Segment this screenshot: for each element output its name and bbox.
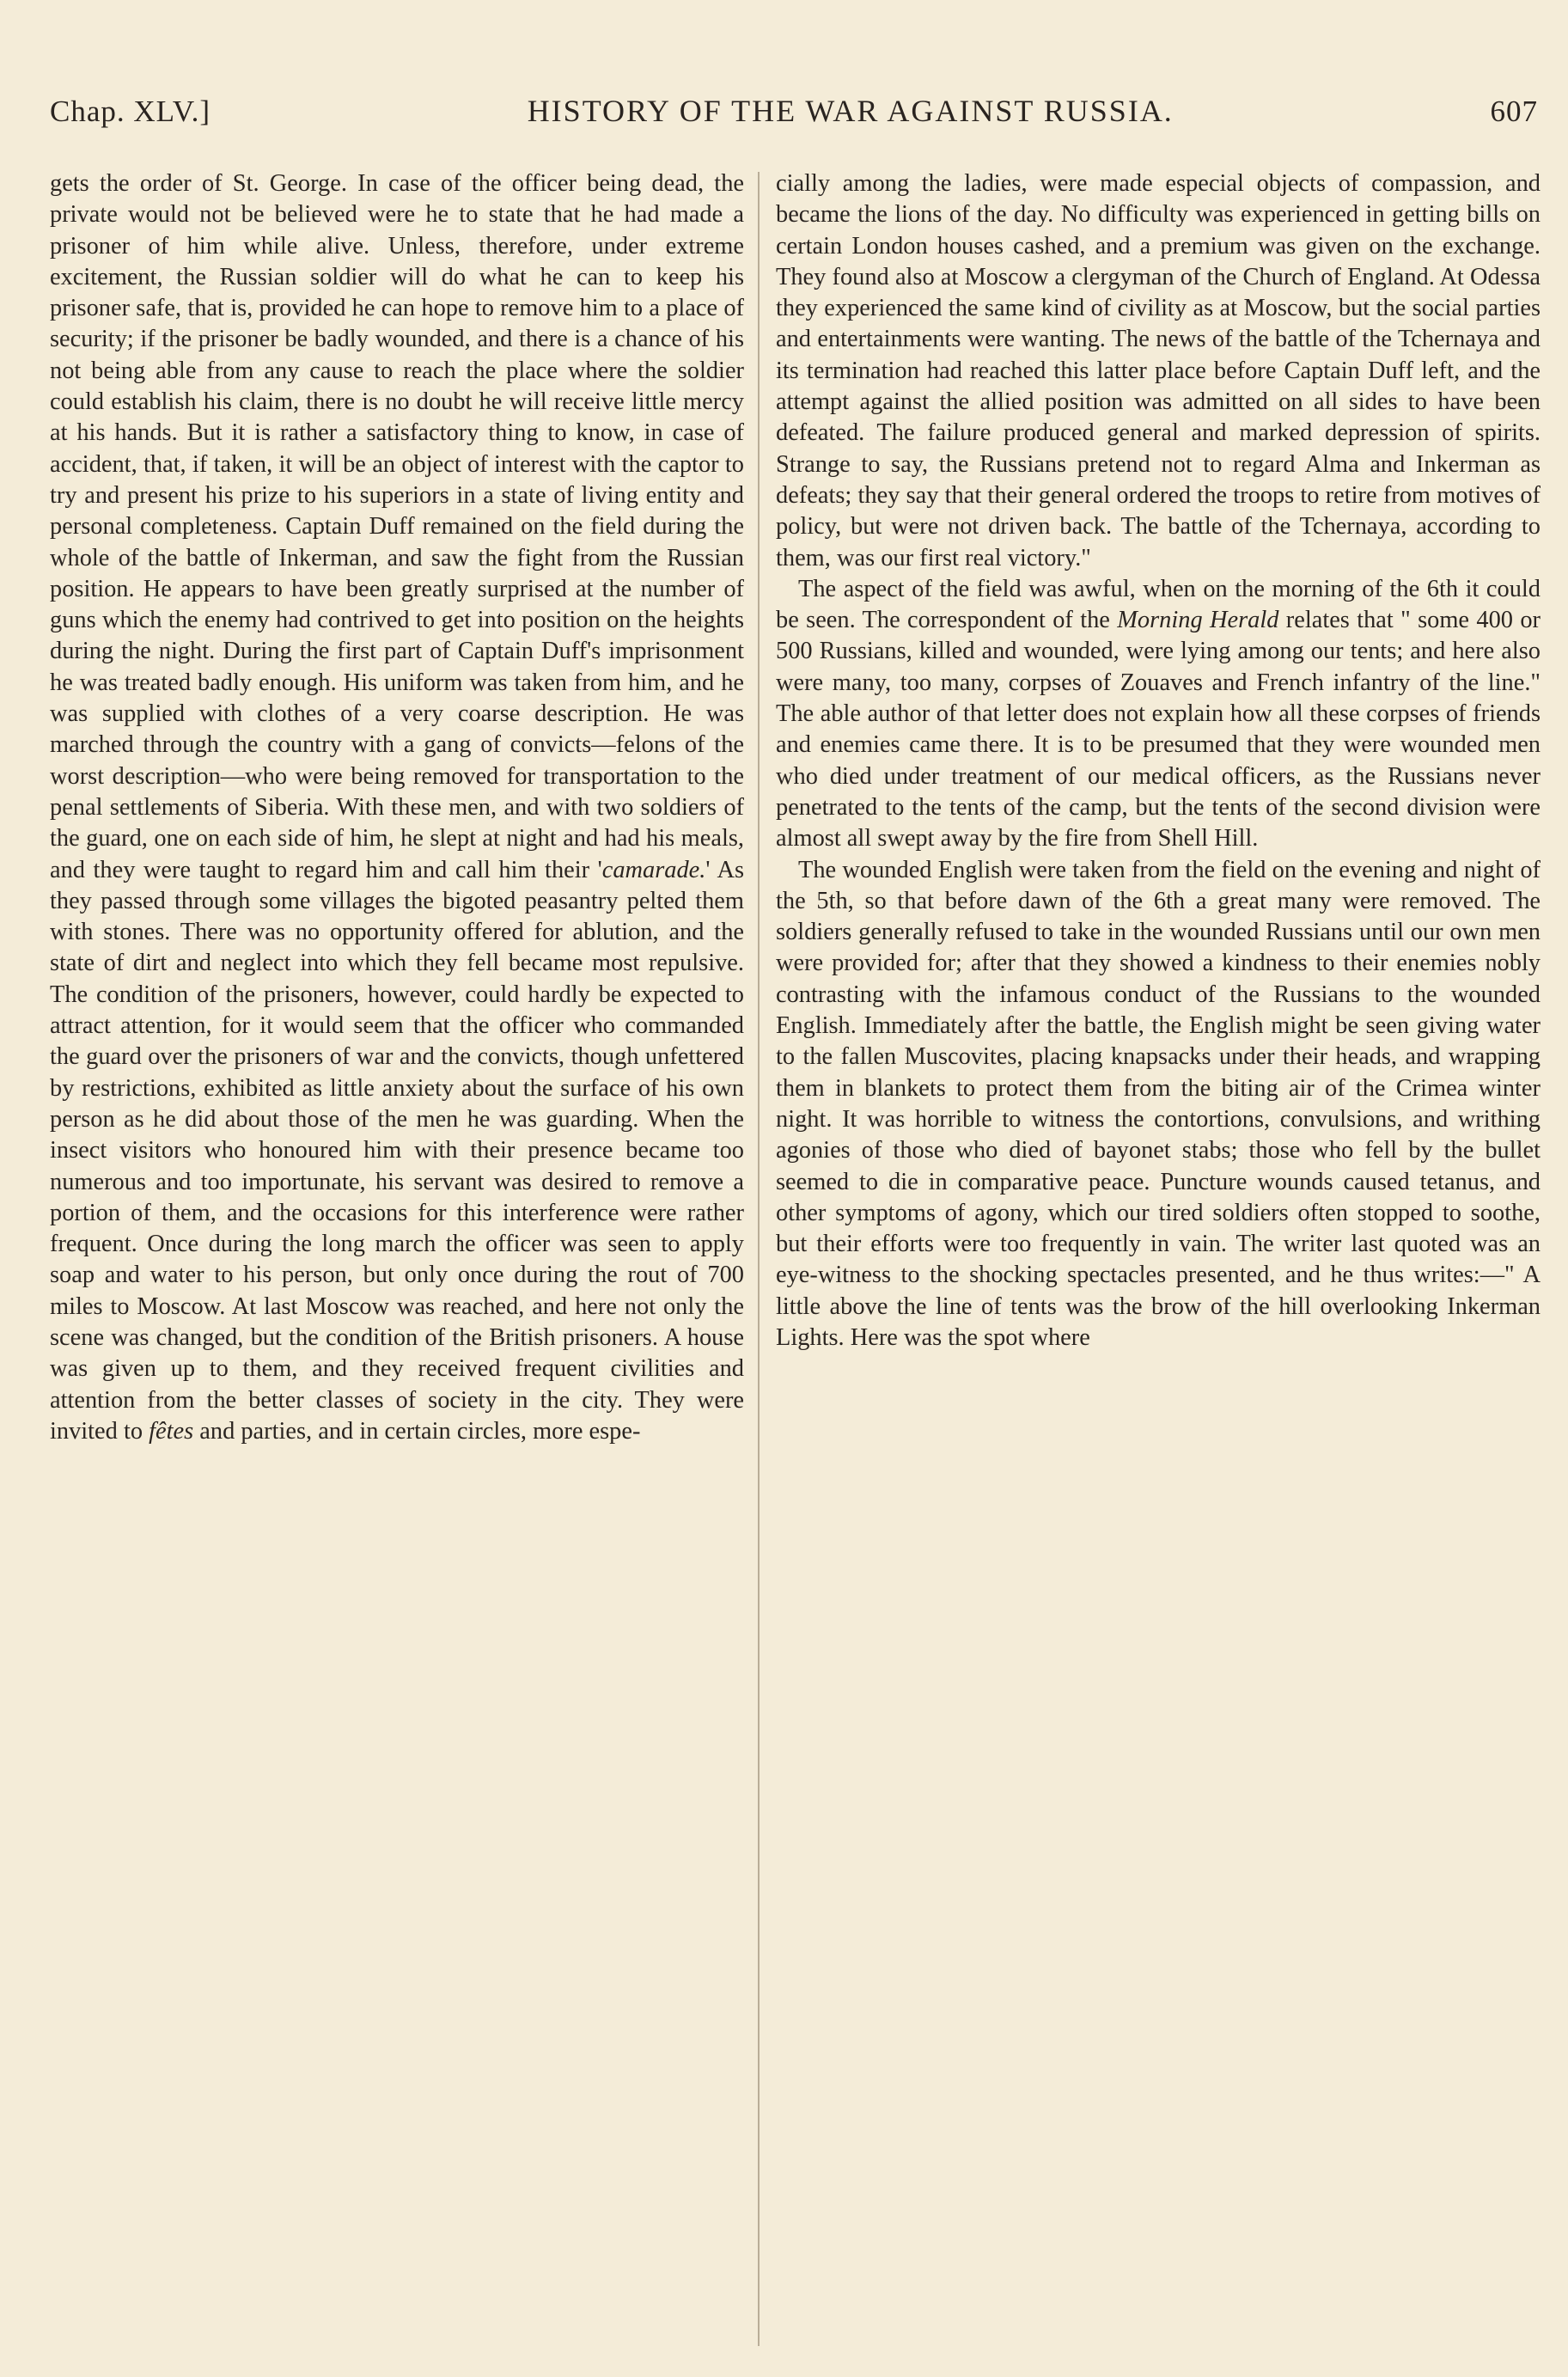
right-paragraph-3: The wounded English were taken from the field on the evening and night of the 5th, so that before dawn of the 6th a great many were removed. The soldiers generally refused to take in the wounded Russians until our own men were provided for; after that they showed a kindness to their enemies nobly contrasting with the infamous conduct of the Russians to the wounded English. Immediately after the battle, the English might be seen giving water to the fallen Muscovites, placing knapsacks under their heads, and wrapping them in blankets to protect them from the biting air of the Crimea winter night. It was horrible to witness the contortions, convulsions, and writhing agonies of those who died of bayonet stabs; those who fell by the bullet seemed to die in comparative peace. Puncture wounds caused tetanus, and other symptoms of agony, which our tired soldiers often stopped to soothe, but their efforts were too frequently in vain. The writer last quoted was an eye-witness to the shocking spectacles presented, and he thus writes:—" A little above the line of tents was the brow of the hill overlooking Inkerman Lights. Here was the spot where	[776, 856, 1541, 1351]
page-number: 607	[1490, 95, 1538, 128]
running-title: HISTORY OF THE WAR AGAINST RUSSIA.	[527, 94, 1174, 128]
right-paragraph-1: cially among the ladies, were made especial objects of compassion, and became the lions of the day. No difficulty was experienced in getting bills on certain London houses cashed, and a premium was given on the exchange. They found also at Moscow a clergyman of the Church of England. At Odessa they experienced the same kind of civility as at Moscow, but the social parties and entertainments were wanting. The news of the battle of the Tchernaya and its termination had reached this latter place before Captain Duff left, and the attempt against the allied position was admitted on all sides to have been defeated. The failure produced general and marked depression of spirits. Strange to say, the Russians pretend not to regard Alma and Inkerman as defeats; they say that their general ordered the troops to retire from motives of policy, but were not driven back. The battle of the Tchernaya, according to them, was our first real victory."	[776, 170, 1541, 571]
fetes-italic: fêtes	[149, 1417, 194, 1445]
running-header	[50, 93, 1538, 137]
column-divider	[758, 172, 760, 2346]
camarade-italic: camarade.	[601, 856, 706, 883]
left-text-a: gets the order of St. George. In case of the officer being dead, the private would not be believed were he to state that he had made a prisoner of him while alive. Unless, therefore, under extreme excitement, the Russian soldier will do what he can to keep his prisoner safe, that is, provided he can hope to remove him to a place of security; if the prisoner be badly wounded, and there is a chance of his not being able from any cause to reach the place where the soldier could establish his claim, there is no doubt he will receive little mercy at his hands. But it is rather a satisfactory thing to know, in case of accident, that, if taken, it will be an object of interest with the captor to try and present his prize to his superiors in a state of living entity and personal completeness. Captain Duff remained on the field during the whole of the battle of Inkerman, and saw the fight from the Russian position. He appears to have been greatly surprised at the number of guns which the enemy had contrived to get into position on the heights during the night. During the first part of Captain Duff's imprisonment he was treated badly enough. His uniform was taken from him, and he was supplied with clothes of a very coarse description. He was marched through the country with a gang of convicts—felons of the worst description—who were being removed for transportation to the penal settlements of Siberia. With these men, and with two soldiers of the guard, one on each side of him, he slept at night and had his meals, and they were taught to regard him and call him their '	[50, 170, 744, 883]
left-text-c: and parties, and in certain circles, more espe-	[193, 1417, 641, 1445]
right-p2-text-a: The aspect of the field was awful, when on the morning of the 6th it could be seen. The correspondent of the	[776, 575, 1541, 634]
left-text-b: ' As they passed through some villages the bigoted peasantry pelted them with stones. There was no opportunity offered for ablution, and the state of dirt and neglect into which they fell became most repulsive. The condition of the prisoners, however, could hardly be expected to attract attention, for it would seem that the officer who commanded the guard over the prisoners of war and the convicts, though unfettered by restrictions, exhibited as little anxiety about the surface of his own person as he did about those of the men he was guarding. When the insect visitors who honoured him with their presence became too numerous and too importunate, his servant was desired to remove a portion of them, and the occasions for this interference were rather frequent. Once during the long march the officer was seen to apply soap and water to his person, but only once during the rout of 700 miles to Moscow. At last Moscow was reached, and here not only the scene was changed, but the condition of the British prisoners. A house was given up to them, and they received frequent civilities and attention from the better classes of society in the city. They were invited to	[50, 856, 744, 1445]
morning-herald-italic: Morning Herald	[1117, 607, 1279, 634]
chapter-label: Chap. XLV.]	[50, 95, 210, 128]
right-column	[776, 168, 1541, 1353]
left-paragraph	[50, 168, 744, 1447]
left-column	[50, 168, 744, 1447]
right-paragraph-2	[776, 574, 1541, 855]
right-p2-text-b: relates that " some 400 or 500 Russians, killed and wounded, were lying among our tents; and here also were many, too many, corpses of Zouaves and French infantry of the line." The able author of that letter does not explain how all these corpses of friends and enemies came there. It is to be presumed that they were wounded men who died under treatment of our medical officers, as the Russians never penetrated to the tents of the camp, but the tents of the second division were almost all swept away by the fire from Shell Hill.	[776, 607, 1541, 852]
